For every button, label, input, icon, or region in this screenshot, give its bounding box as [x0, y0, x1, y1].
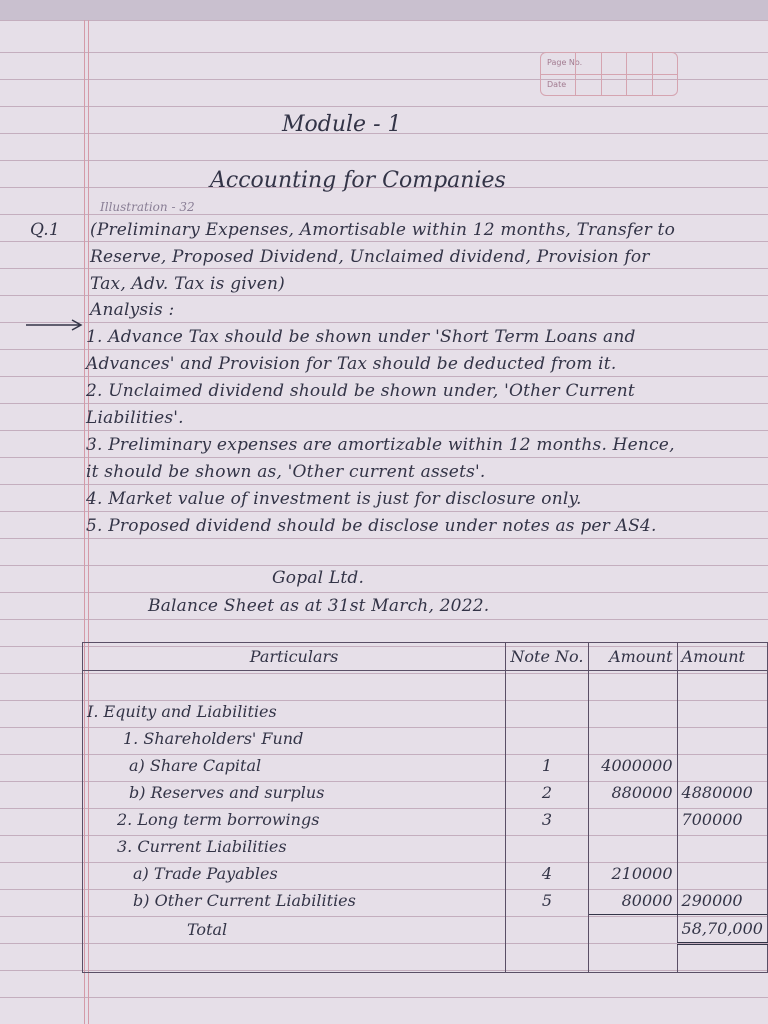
- cell-note: [506, 671, 589, 699]
- analysis-line-1: 1. Advance Tax should be shown under 'Short Term Loans and: [86, 327, 636, 347]
- cell-particulars: 3. Current Liabilities: [83, 833, 506, 860]
- cell-note: 1: [506, 752, 589, 779]
- illustration-label: Illustration - 32: [100, 200, 195, 214]
- cell-particulars: b) Other Current Liabilities: [83, 887, 506, 915]
- cell-note: 5: [506, 887, 589, 915]
- page-date-box: [540, 52, 678, 96]
- balance-sheet-table: [82, 642, 768, 973]
- cell-particulars: a) Share Capital: [83, 752, 506, 779]
- analysis-line-7: 4. Market value of investment is just for disclosure only.: [86, 489, 582, 509]
- cell-particulars: I. Equity and Liabilities: [83, 698, 506, 725]
- cell-particulars: Total: [83, 915, 506, 944]
- table-row: [83, 698, 768, 725]
- question-number: Q.1: [30, 220, 60, 240]
- question-line-3: Tax, Adv. Tax is given): [90, 274, 285, 294]
- cell-note: 3: [506, 806, 589, 833]
- cell-amount-2: [677, 671, 767, 699]
- cell-amount-2: 4880000: [677, 779, 767, 806]
- analysis-line-2: Advances' and Provision for Tax should be deducted from it.: [86, 354, 617, 374]
- cell-amount-2: 290000: [677, 887, 767, 915]
- analysis-line-6: it should be shown as, 'Other current assets'.: [86, 462, 486, 482]
- cell-amount-1: 80000: [588, 887, 677, 915]
- table-row: [83, 887, 768, 915]
- analysis-label: Analysis :: [90, 300, 175, 320]
- cell-amount-2: [677, 944, 767, 973]
- cell-particulars: [83, 944, 506, 973]
- cell-amount-1: [588, 806, 677, 833]
- cell-amount-1: [588, 833, 677, 860]
- cell-amount-1: 210000: [588, 860, 677, 887]
- cell-amount-1: [588, 725, 677, 752]
- page-no-label: Page No.: [547, 58, 583, 67]
- cell-amount-1: 4000000: [588, 752, 677, 779]
- page-title: Module - 1: [282, 112, 402, 137]
- table-row: [83, 915, 768, 944]
- cell-particulars: b) Reserves and surplus: [83, 779, 506, 806]
- cell-amount-2: [677, 860, 767, 887]
- table-header-row: [83, 643, 768, 671]
- question-line-2: Reserve, Proposed Dividend, Unclaimed dividend, Provision for: [90, 247, 650, 267]
- cell-amount-1: 880000: [588, 779, 677, 806]
- notebook-page: [0, 20, 768, 1024]
- analysis-line-4: Liabilities'.: [86, 408, 184, 428]
- cell-amount-1: [588, 915, 677, 944]
- company-name: Gopal Ltd.: [272, 568, 365, 588]
- cell-particulars: [83, 671, 506, 699]
- page-subtitle: Accounting for Companies: [210, 168, 506, 193]
- date-label: Date: [547, 80, 567, 89]
- cell-note: [506, 944, 589, 973]
- analysis-line-8: 5. Proposed dividend should be disclose under notes as per AS4.: [86, 516, 657, 536]
- question-line-1: (Preliminary Expenses, Amortisable within 12 months, Transfer to: [90, 220, 676, 240]
- statement-title: Balance Sheet as at 31st March, 2022.: [148, 596, 490, 616]
- cell-note: 4: [506, 860, 589, 887]
- cell-note: [506, 915, 589, 944]
- table-row: [83, 833, 768, 860]
- cell-amount-2: [677, 833, 767, 860]
- cell-note: [506, 833, 589, 860]
- arrow-icon: [24, 318, 84, 332]
- analysis-line-5: 3. Preliminary expenses are amortizable within 12 months. Hence,: [86, 435, 675, 455]
- cell-amount-2: 700000: [677, 806, 767, 833]
- cell-amount-1: [588, 944, 677, 973]
- cell-amount-2: [677, 752, 767, 779]
- header-particulars: Particulars: [83, 643, 506, 671]
- analysis-line-3: 2. Unclaimed dividend should be shown under, 'Other Current: [86, 381, 635, 401]
- cell-particulars: 1. Shareholders' Fund: [83, 725, 506, 752]
- cell-amount-2: 58,70,000: [677, 915, 767, 944]
- table-row: [83, 944, 768, 973]
- cell-amount-1: [588, 671, 677, 699]
- cell-amount-2: [677, 698, 767, 725]
- cell-note: 2: [506, 779, 589, 806]
- table-row: [83, 860, 768, 887]
- cell-particulars: 2. Long term borrowings: [83, 806, 506, 833]
- cell-note: [506, 725, 589, 752]
- cell-amount-1: [588, 698, 677, 725]
- cell-particulars: a) Trade Payables: [83, 860, 506, 887]
- table-row: [83, 725, 768, 752]
- table-row: [83, 671, 768, 699]
- cell-amount-2: [677, 725, 767, 752]
- cell-note: [506, 698, 589, 725]
- header-amount-2: Amount: [677, 643, 767, 671]
- table-row: [83, 806, 768, 833]
- table-row: [83, 752, 768, 779]
- table-row: [83, 779, 768, 806]
- header-amount-1: Amount: [588, 643, 677, 671]
- header-note-no: Note No.: [506, 643, 589, 671]
